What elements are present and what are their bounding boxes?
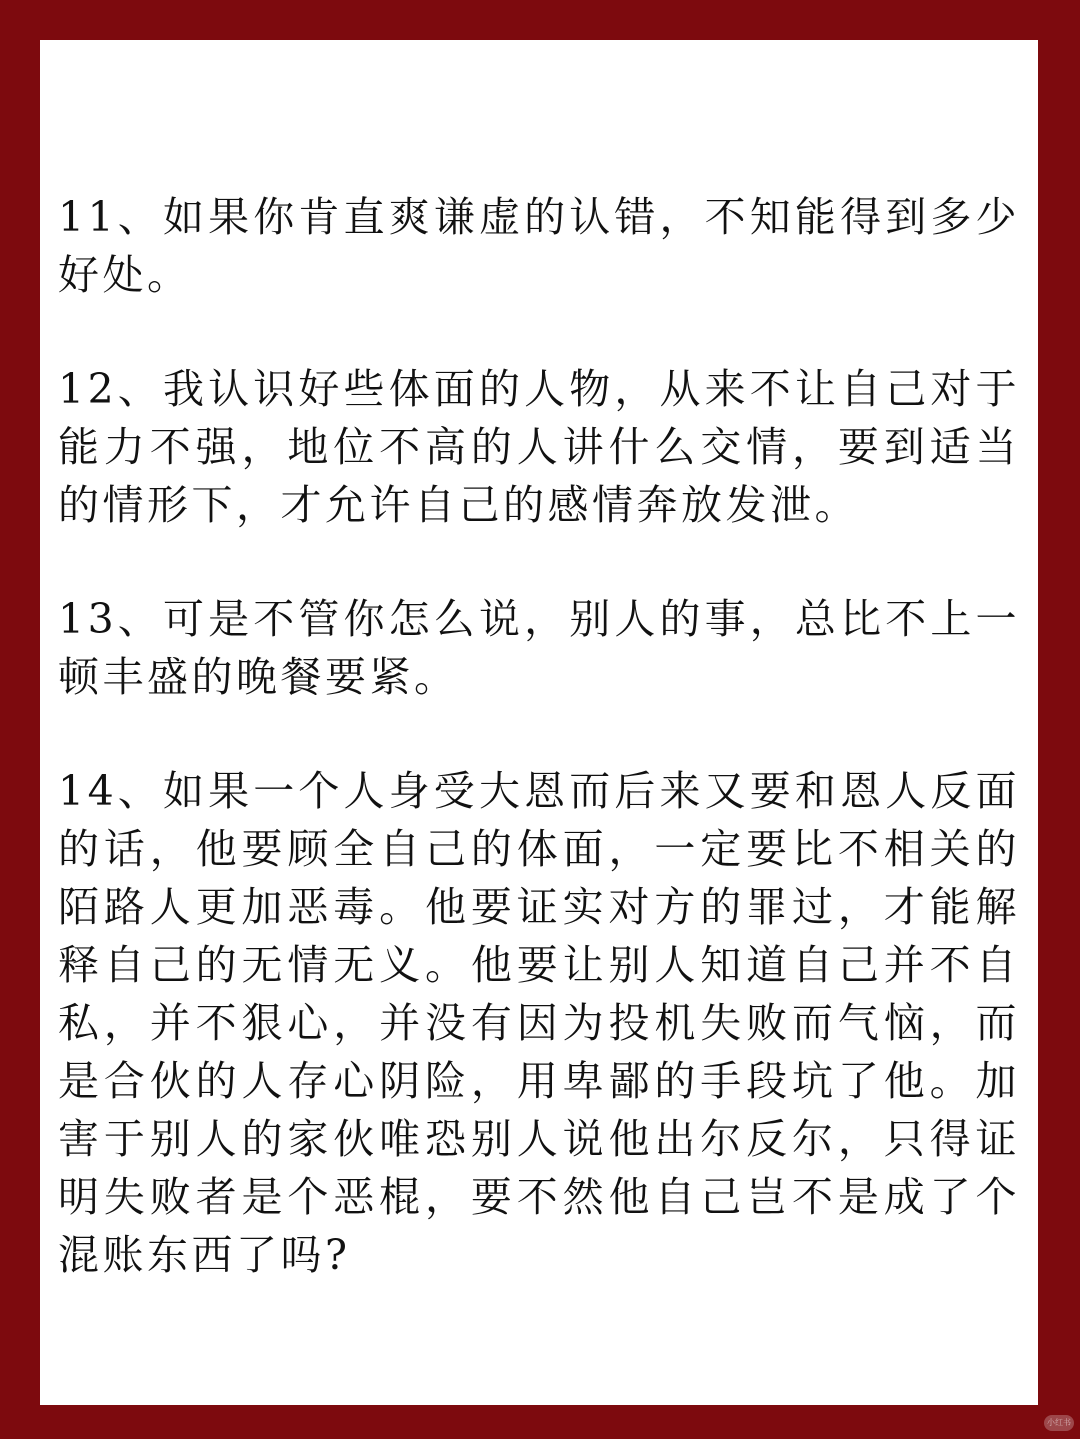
quote-paragraph-13: 13、可是不管你怎么说，别人的事，总比不上一顿丰盛的晚餐要紧。: [58, 595, 1020, 701]
paper-sheet: [40, 40, 1038, 1405]
watermark-logo: 小红书: [1044, 1415, 1074, 1431]
quote-paragraph-12: 12、我认识好些体面的人物，从来不让自己对于能力不强，地位不高的人讲什么交情，要到适当的情形下，才允许自己的感情奔放发泄。: [58, 365, 1020, 529]
quote-paragraph-11: 11、如果你肯直爽谦虚的认错，不知能得到多少好处。: [58, 193, 1020, 299]
quote-list: [58, 188, 1020, 1340]
quote-paragraph-14: 14、如果一个人身受大恩而后来又要和恩人反面的话，他要顾全自己的体面，一定要比不相关的陌路人更加恶毒。他要证实对方的罪过，才能解释自己的无情无义。他要让别人知道自己并不自私，并不狠心，并没有因为投机失败而气恼，而是合伙的人存心阴险，用卑鄙的手段坑了他。加害于别人的家伙唯恐别人说他出尔反尔，只得证明失败者是个恶棍，要不然他自己岂不是成了个混账东西了吗?: [58, 767, 1020, 1279]
